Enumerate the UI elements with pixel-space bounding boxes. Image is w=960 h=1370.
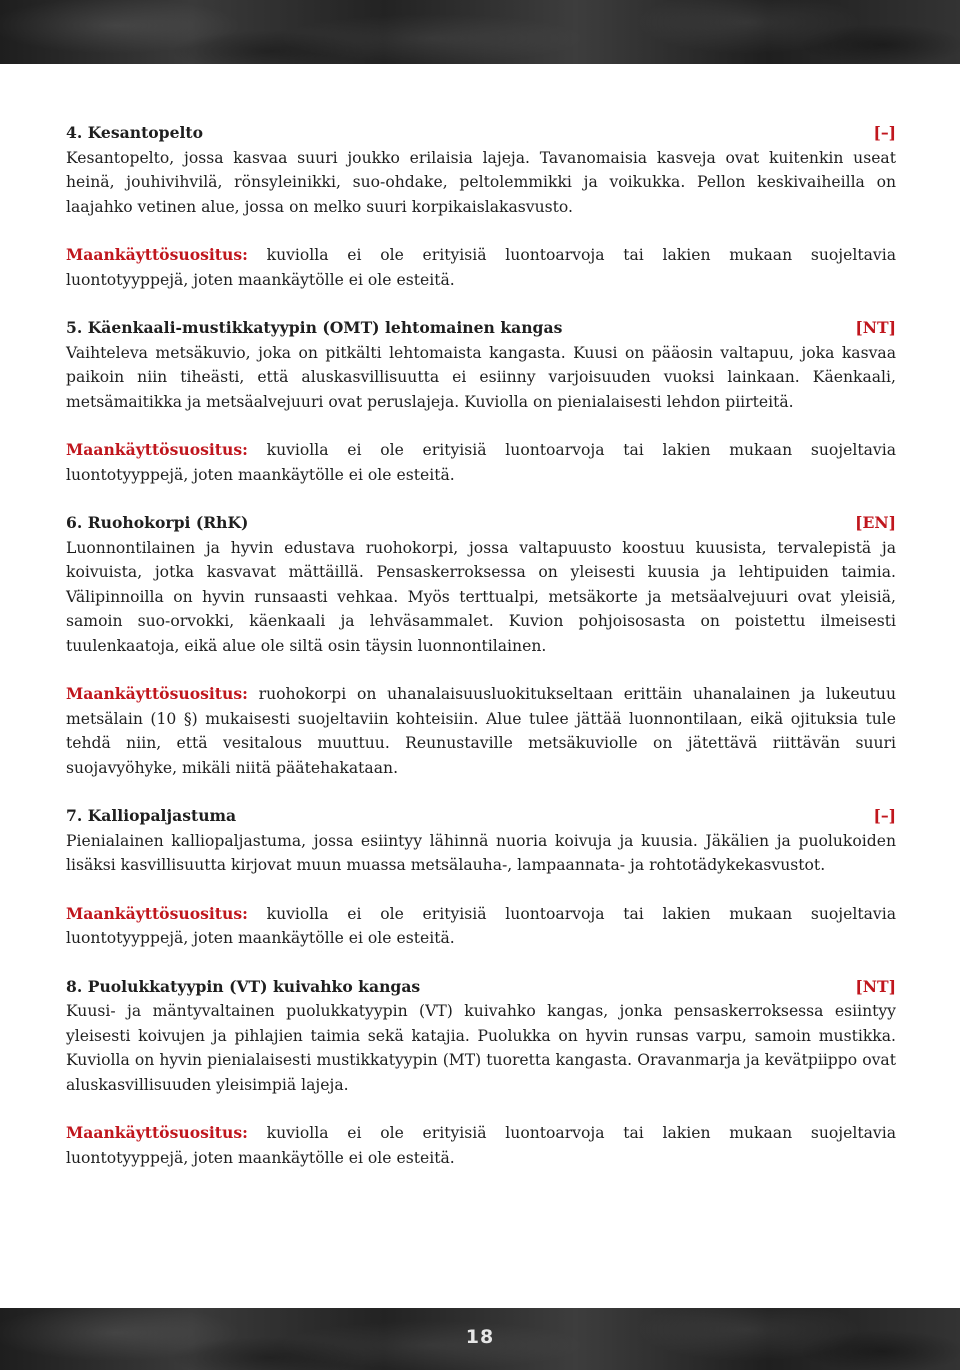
section-title: 4. Kesantopelto	[66, 123, 204, 142]
recommendation-label: Maankäyttösuositus:	[66, 684, 248, 703]
section-5	[66, 316, 896, 487]
recommendation-text: ruohokorpi on uhanalaisuusluokitukseltaan erittäin uhanalainen ja lukeutuu metsälain (10 §) mukaisesti suojeltaviin kohteisiin. Alue tulee jättää luonnontilaan, eikä ojituksia tule tehdä niin, että vesitalous muuttuu. Reunustaville metsäkuviolle on jätettävä riittävän suuri suojavyöhyke, mikäli niitä päätehakataan.	[66, 685, 896, 777]
section-description: Luonnontilainen ja hyvin edustava ruohokorpi, jossa valtapuusto koostuu kuusista, tervalepistä ja koivuista, jotka kasvavat mättäillä. Pensaskerroksessa on yleisesti kuusia ja lehtipuiden taimia. Välipinnoilla on hyvin runsaasti vehkaa. Myös terttualpi, metsäkorte ja metsäalvejuuri ovat yleisiä, samoin suo-orvokki, käenkaali ja lehväsammalet. Kuvion pohjoisosasta on poistettu ilmeisesti tuulenkaatoja, eikä alue ole siltä osin täysin luonnontilainen.	[66, 538, 896, 655]
status-tag: [NT]	[855, 318, 896, 337]
recommendation-text: kuviolla ei ole erityisiä luontoarvoja tai lakien mukaan suojeltavia luontotyyppejä, joten maankäytölle ei ole esteitä.	[66, 441, 896, 484]
section-title: 7. Kalliopaljastuma	[66, 806, 237, 825]
recommendation-label: Maankäyttösuositus:	[66, 903, 248, 923]
recommendation-text: kuviolla ei ole erityisiä luontoarvoja tai lakien mukaan suojeltavia luontotyyppejä, joten maankäytölle ei ole esteitä.	[66, 246, 896, 289]
section-title: 5. Käenkaali-mustikkatyypin (OMT) lehtomainen kangas	[66, 318, 563, 337]
recommendation-label: Maankäyttösuositus:	[66, 245, 248, 264]
recommendation-text: kuviolla ei ole erityisiä luontoarvoja tai lakien mukaan suojeltavia luontotyyppejä, joten maankäytölle ei ole esteitä.	[66, 1124, 896, 1167]
section-heading	[66, 121, 896, 146]
page-number: 18	[465, 1326, 495, 1348]
recommendation-label: Maankäyttösuositus:	[66, 1123, 248, 1142]
recommendation-text: kuviolla ei ole erityisiä luontoarvoja tai lakien mukaan suojeltavia luontotyyppejä, joten maankäytölle ei ole esteitä.	[66, 904, 896, 947]
recommendation-label: Maankäyttösuositus:	[66, 440, 248, 459]
section-heading	[66, 975, 896, 1000]
section-description: Pienialainen kalliopaljastuma, jossa esiintyy lähinnä nuoria koivuja ja kuusia. Jäkälien ja puolukoiden lisäksi kasvillisuutta kirjovat muun muassa metsälauha-, lampaannata- ja rohtotädykekasvustot.	[66, 831, 896, 874]
status-tag: [EN]	[855, 513, 896, 532]
section-description: Vaihteleva metsäkuvio, joka on pitkälti lehtomaista kangasta. Kuusi on pääosin valtapuu, joka kasvaa paikoin niin tiheästi, että aluskasvillisuutta ei esiinny varjoisuuden vuoksi lainkaan. Käenkaali, metsämaitikka ja metsäalvejuuri ovat peruslajeja. Kuviolla on pienialaisesti lehdon piirteitä.	[66, 343, 896, 411]
section-heading	[66, 511, 896, 536]
section-heading	[66, 316, 896, 341]
land-use-recommendation	[66, 438, 896, 487]
header-texture-band	[0, 0, 960, 64]
section-4	[66, 121, 896, 292]
land-use-recommendation	[66, 243, 896, 292]
section-8	[66, 975, 896, 1171]
land-use-recommendation	[66, 902, 896, 951]
section-description: Kesantopelto, jossa kasvaa suuri joukko erilaisia lajeja. Tavanomaisia kasveja ovat kuitenkin useat heinä, jouhivihvilä, rönsyleinikki, suo-ohdake, peltolemmikki ja voikukka. Pellon keskivaiheilla on laajahko vetinen alue, jossa on melko suuri korpikaislakasvusto.	[66, 148, 896, 216]
land-use-recommendation	[66, 1121, 896, 1170]
status-tag: [–]	[873, 123, 896, 142]
section-title: 6. Ruohokorpi (RhK)	[66, 513, 249, 532]
section-description: Kuusi- ja mäntyvaltainen puolukkatyypin (VT) kuivahko kangas, jonka pensaskerroksessa esiintyy yleisesti koivujen ja pihlajien taimia sekä katajia. Puolukka on hyvin runsas varpu, samoin mustikka. Kuviolla on hyvin pienialaisesti mustikkatyypin (MT) tuoretta kangasta. Oravanmarja ja kevätpiippo ovat aluskasvillisuuden yleisimpiä lajeja.	[66, 1002, 896, 1094]
page-content	[66, 121, 896, 1194]
status-tag: [–]	[873, 806, 896, 825]
land-use-recommendation	[66, 682, 896, 780]
section-7	[66, 804, 896, 951]
section-heading	[66, 804, 896, 829]
section-6	[66, 511, 896, 780]
section-title: 8. Puolukkatyypin (VT) kuivahko kangas	[66, 976, 421, 996]
status-tag: [NT]	[855, 976, 896, 996]
